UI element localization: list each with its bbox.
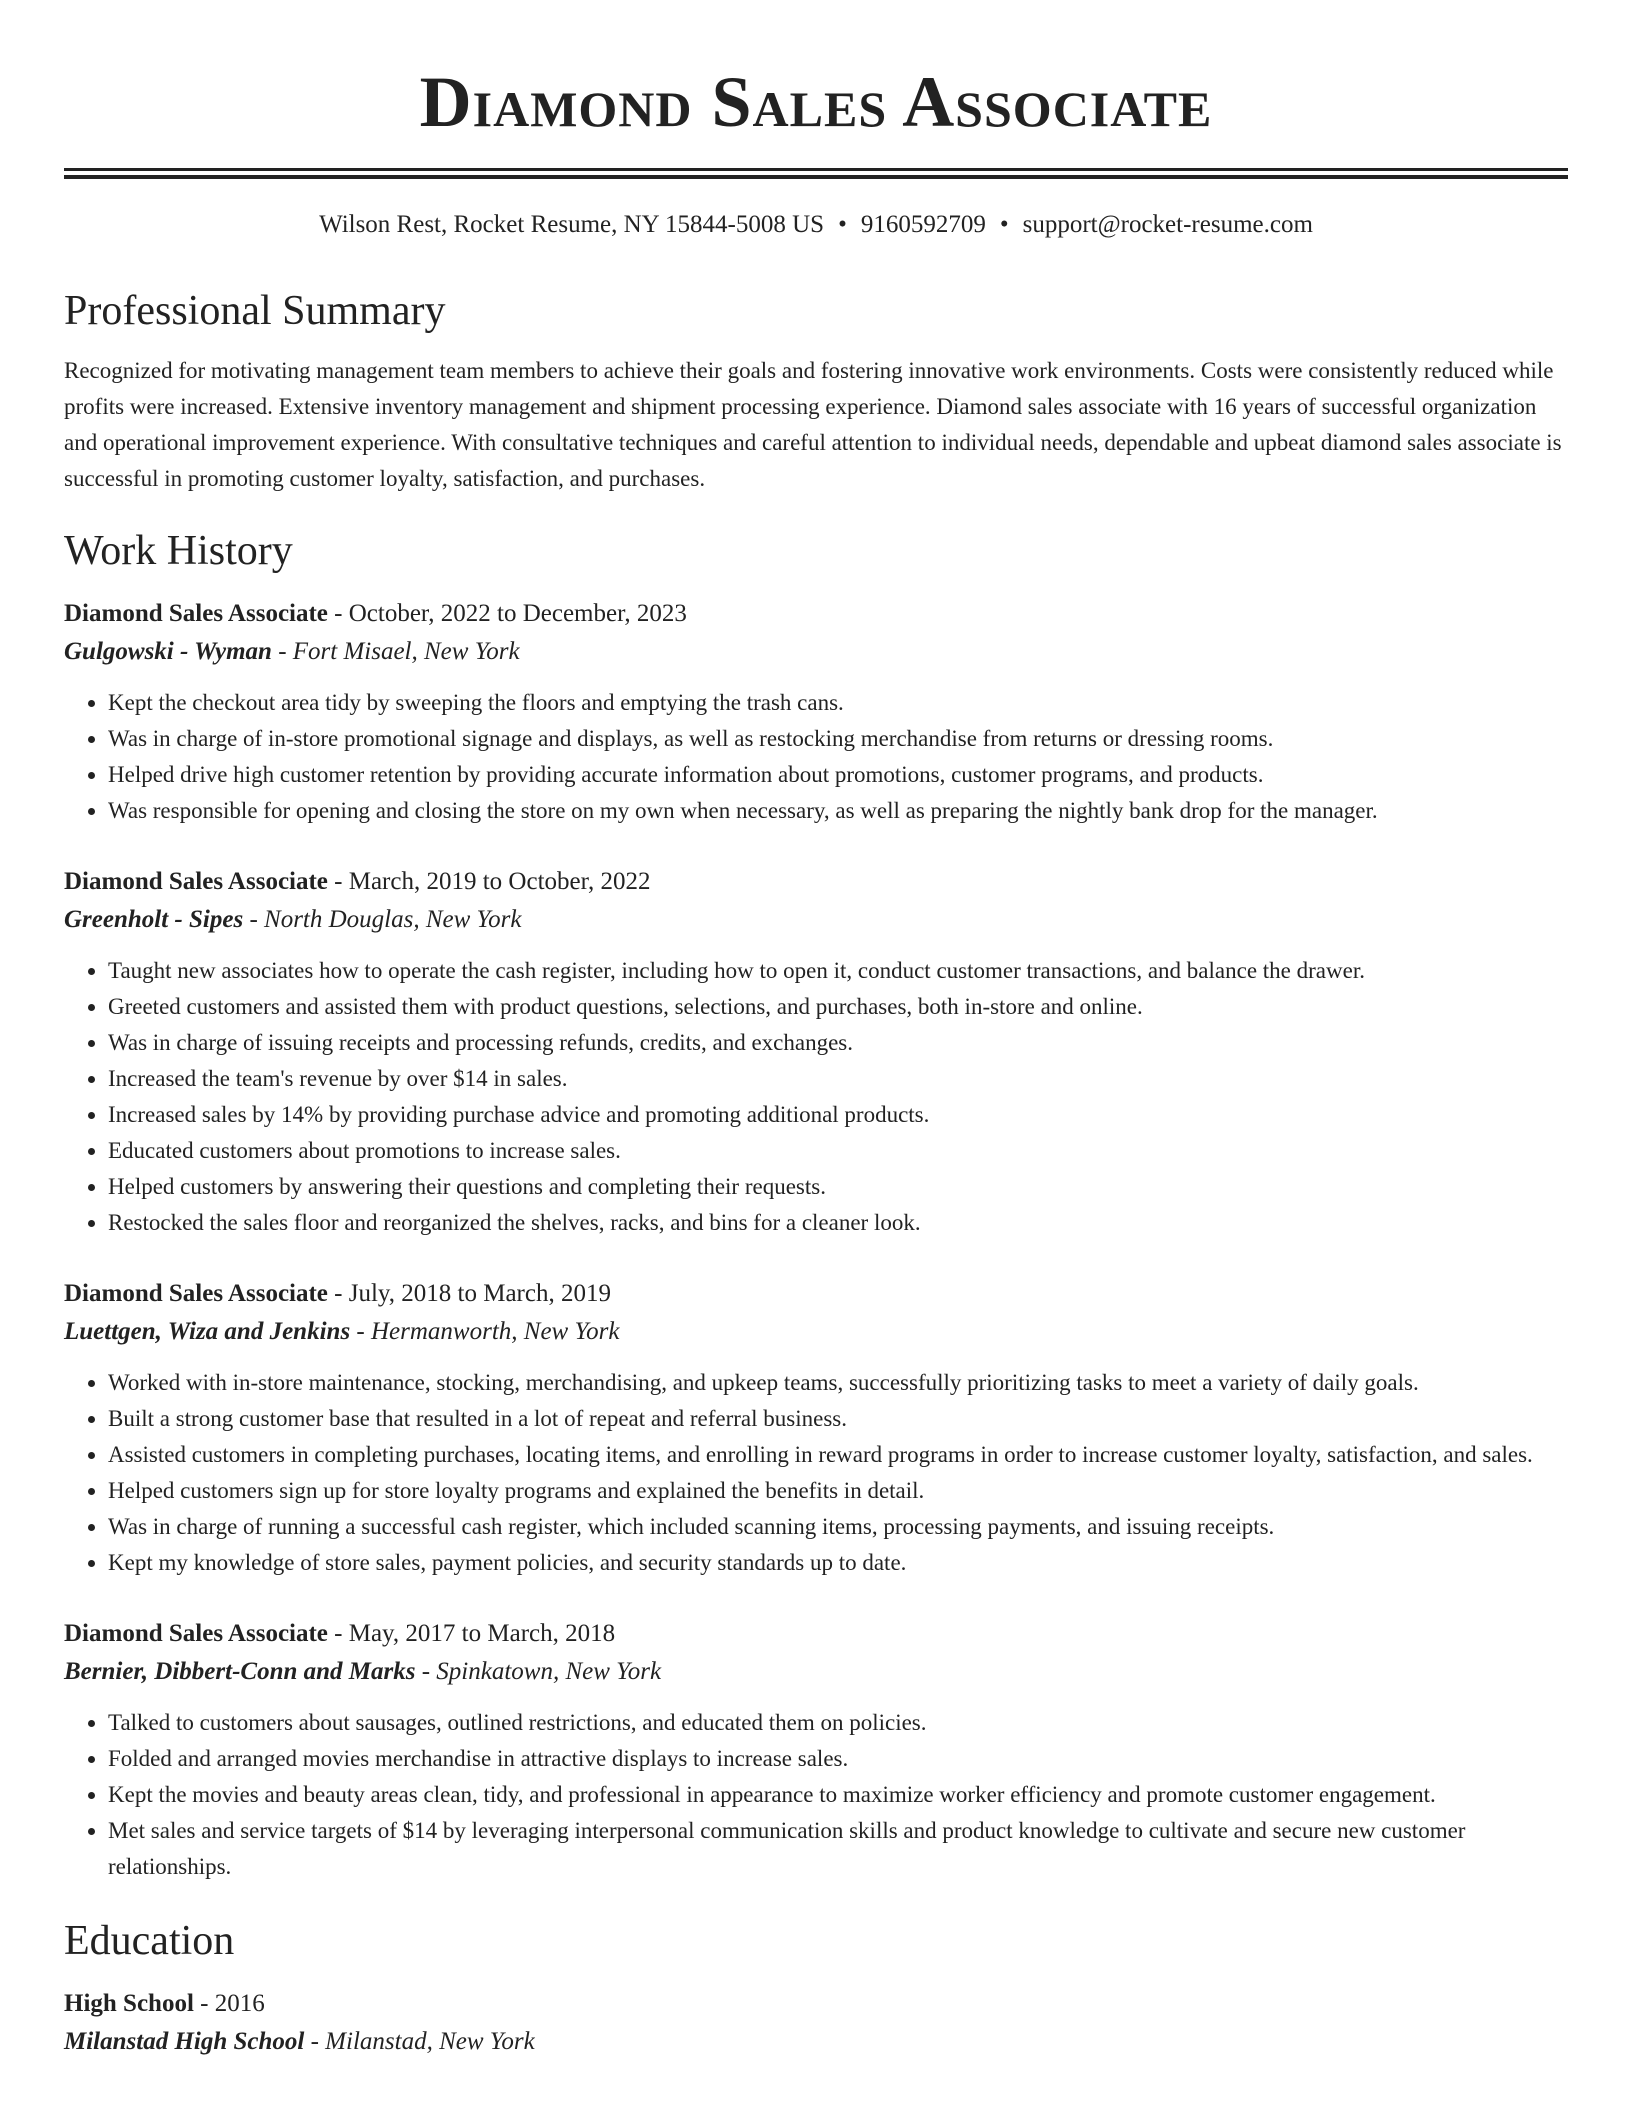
- list-item: • Folded and arranged movies merchandise in attractive displays to increase sales.: [108, 1741, 1568, 1777]
- education-school-line: [64, 2023, 1568, 2061]
- list-item: • Restocked the sales floor and reorganized the shelves, racks, and bins for a cleaner look.: [108, 1205, 1568, 1241]
- title-divider: [64, 168, 1568, 179]
- contact-email: support@rocket-resume.com: [1022, 211, 1313, 238]
- summary-text: Recognized for motivating management team members to achieve their goals and fostering innovative work environments. Costs were consistently reduced while profits were increased. Extensive inventory management and shipment processing experience. Diamond sales associate with 16 years of successful organization and operational improvement experience. With consultative techniques and careful attention to individual needs, dependable and upbeat diamond sales associate is successful in promoting customer loyalty, satisfaction, and purchases.: [64, 358, 1562, 491]
- education-header: [64, 1985, 1568, 2023]
- job-company: Gulgowski - Wyman: [64, 638, 272, 665]
- education-location: - Milanstad, New York: [304, 2028, 535, 2055]
- list-item: • Worked with in-store maintenance, stocking, merchandising, and upkeep teams, successfully prioritizing tasks to meet a variety of daily goals.: [108, 1365, 1568, 1401]
- contact-separator: •: [999, 211, 1009, 238]
- job-entry: [64, 595, 1568, 829]
- education-degree: High School: [64, 1990, 194, 2017]
- job-employer: [64, 1313, 1568, 1351]
- list-item: • Educated customers about promotions to increase sales.: [108, 1133, 1568, 1169]
- job-header: [64, 1615, 1568, 1653]
- education-school: Milanstad High School: [64, 2028, 305, 2055]
- contact-phone: 9160592709: [860, 211, 986, 238]
- education-heading: Education: [64, 1918, 235, 1964]
- job-entry: [64, 863, 1568, 1241]
- job-employer: [64, 1653, 1568, 1691]
- list-item: • Taught new associates how to operate the cash register, including how to open it, conduct customer transactions, and balance the drawer.: [108, 953, 1568, 989]
- list-item: • Built a strong customer base that resulted in a lot of repeat and referral business.: [108, 1401, 1568, 1437]
- work-history-heading: Work History: [64, 528, 293, 574]
- list-item: • Was responsible for opening and closing the store on my own when necessary, as well as preparing the nightly bank drop for the manager.: [108, 793, 1568, 829]
- job-entry: [64, 1615, 1568, 1885]
- list-item: • Helped drive high customer retention by providing accurate information about promotions, customer programs, and products.: [108, 757, 1568, 793]
- job-duties: [64, 1365, 1568, 1581]
- contact-address: Wilson Rest, Rocket Resume, NY 15844-5008 US: [319, 211, 825, 238]
- list-item: • Helped customers by answering their questions and completing their requests.: [108, 1169, 1568, 1205]
- job-role: Diamond Sales Associate: [64, 868, 328, 895]
- contact-separator: •: [838, 211, 847, 238]
- job-duties: [64, 953, 1568, 1241]
- job-employer: [64, 901, 1568, 939]
- job-dates: - October, 2022 to December, 2023: [327, 600, 687, 627]
- list-item: • Talked to customers about sausages, outlined restrictions, and educated them on policies.: [108, 1705, 1568, 1741]
- list-item: • Was in charge of running a successful cash register, which included scanning items, processing payments, and issuing receipts.: [108, 1509, 1568, 1545]
- list-item: • Kept the movies and beauty areas clean, tidy, and professional in appearance to maximize worker efficiency and promote customer engagement.: [108, 1777, 1568, 1813]
- job-role: Diamond Sales Associate: [64, 1620, 328, 1647]
- job-employer: [64, 633, 1568, 671]
- job-duties: [64, 685, 1568, 829]
- resume-title: Diamond Sales Associate: [419, 62, 1213, 142]
- job-location: - North Douglas, New York: [243, 906, 522, 933]
- job-dates: - March, 2019 to October, 2022: [327, 868, 651, 895]
- job-entry: [64, 1275, 1568, 1581]
- job-location: - Fort Misael, New York: [271, 638, 520, 665]
- list-item: • Kept the checkout area tidy by sweeping the floors and emptying the trash cans.: [108, 685, 1568, 721]
- job-duties: [64, 1705, 1568, 1885]
- list-item: • Increased the team's revenue by over $14 in sales.: [108, 1061, 1568, 1097]
- job-dates: - May, 2017 to March, 2018: [327, 1620, 616, 1647]
- job-header: [64, 1275, 1568, 1313]
- list-item: • Met sales and service targets of $14 by leveraging interpersonal communication skills and product knowledge to cultivate and secure new customer relationships.: [108, 1813, 1568, 1885]
- summary-heading: Professional Summary: [64, 288, 446, 334]
- education-entry: [64, 1985, 1568, 2061]
- job-company: Bernier, Dibbert-Conn and Marks: [64, 1658, 416, 1685]
- list-item: • Assisted customers in completing purchases, locating items, and enrolling in reward programs in order to increase customer loyalty, satisfaction, and sales.: [108, 1437, 1568, 1473]
- list-item: • Increased sales by 14% by providing purchase advice and promoting additional products.: [108, 1097, 1568, 1133]
- list-item: • Was in charge of issuing receipts and processing refunds, credits, and exchanges.: [108, 1025, 1568, 1061]
- job-dates: - July, 2018 to March, 2019: [327, 1280, 611, 1307]
- job-company: Greenholt - Sipes: [64, 906, 244, 933]
- list-item: • Helped customers sign up for store loyalty programs and explained the benefits in detail.: [108, 1473, 1568, 1509]
- job-company: Luettgen, Wiza and Jenkins: [64, 1318, 351, 1345]
- job-header: [64, 595, 1568, 633]
- list-item: • Kept my knowledge of store sales, payment policies, and security standards up to date.: [108, 1545, 1568, 1581]
- education-year: - 2016: [193, 1990, 265, 2017]
- job-role: Diamond Sales Associate: [64, 600, 328, 627]
- job-header: [64, 863, 1568, 901]
- list-item: • Was in charge of in-store promotional signage and displays, as well as restocking merchandise from returns or dressing rooms.: [108, 721, 1568, 757]
- job-role: Diamond Sales Associate: [64, 1280, 328, 1307]
- job-location: - Spinkatown, New York: [415, 1658, 662, 1685]
- job-location: - Hermanworth, New York: [350, 1318, 620, 1345]
- contact-line: [64, 209, 1568, 241]
- list-item: • Greeted customers and assisted them with product questions, selections, and purchases, both in-store and online.: [108, 989, 1568, 1025]
